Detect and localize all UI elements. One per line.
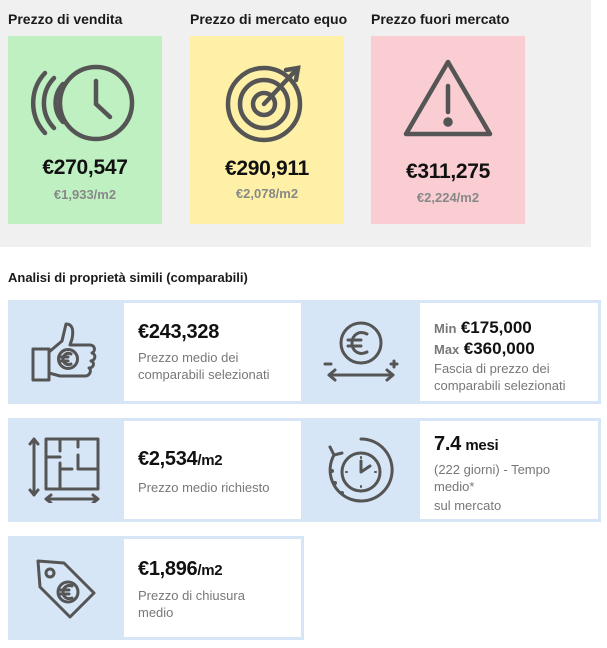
sale-price-value: €270,547: [42, 156, 128, 179]
warning-icon: [371, 58, 525, 140]
time-desc-2: sul mercato: [434, 498, 502, 513]
closing-price-desc: Prezzo di chiusura medio: [138, 588, 245, 620]
off-market-price-value: €311,275: [405, 160, 491, 183]
fair-price-value: €290,911: [224, 157, 310, 180]
asking-price-value-line: [138, 448, 222, 471]
closing-price-icon-box: [8, 536, 121, 640]
sale-price-card: [8, 36, 162, 224]
fair-price-label: Prezzo di mercato equo: [190, 11, 348, 27]
range-desc: Fascia di prezzo dei comparabili selezionati: [434, 361, 566, 393]
fair-price-sqm: €2,078/m2: [235, 186, 299, 201]
range-max-value: €360,000: [463, 339, 535, 358]
time-unit: mesi: [465, 437, 499, 454]
asking-price-icon-box: [8, 418, 121, 522]
avg-price-desc: Prezzo medio dei comparabili selezionati: [138, 350, 270, 382]
comparables-section-title: Analisi di proprietà simili (comparabili): [8, 270, 248, 285]
asking-price-value: €2,534: [138, 448, 198, 470]
closing-price-unit: /m2: [197, 562, 223, 579]
avg-price-icon-box: [8, 300, 121, 404]
sale-price-sqm: €1,933/m2: [53, 187, 117, 202]
range-min-value: €175,000: [460, 318, 532, 337]
asking-price-unit: /m2: [197, 452, 223, 469]
off-market-price-sqm: €2,224/m2: [416, 190, 480, 205]
off-market-price-card: [371, 36, 525, 224]
off-market-price-label: Prezzo fuori mercato: [371, 11, 510, 27]
thumbs-up-euro-icon: [8, 300, 121, 404]
avg-price-box: [121, 300, 304, 404]
range-max-label: Max: [434, 342, 460, 357]
floor-plan-icon: [8, 418, 121, 522]
asking-price-box: [121, 418, 304, 522]
time-value: 7.4: [434, 433, 461, 455]
closing-price-value-line: [138, 558, 222, 581]
price-tag-euro-icon: [8, 536, 121, 640]
range-min-label: Min: [434, 321, 457, 336]
euro-range-icon: [304, 300, 417, 404]
time-desc: (222 giorni) - Tempo medio*: [434, 462, 551, 494]
avg-price-value: €243,328: [138, 321, 220, 343]
range-box: [417, 300, 601, 404]
closing-price-value: €1,896: [138, 558, 198, 580]
clock-icon: [8, 62, 162, 144]
asking-price-desc: Prezzo medio richiesto: [138, 480, 270, 495]
sale-price-label: Prezzo di vendita: [8, 11, 123, 27]
time-value-line: [434, 433, 498, 456]
timer-icon: [304, 418, 417, 522]
fair-price-card: [190, 36, 344, 224]
target-icon: [190, 58, 344, 144]
time-box: [417, 418, 601, 522]
closing-price-box: [121, 536, 304, 640]
range-icon-box: [304, 300, 417, 404]
time-icon-box: [304, 418, 417, 522]
